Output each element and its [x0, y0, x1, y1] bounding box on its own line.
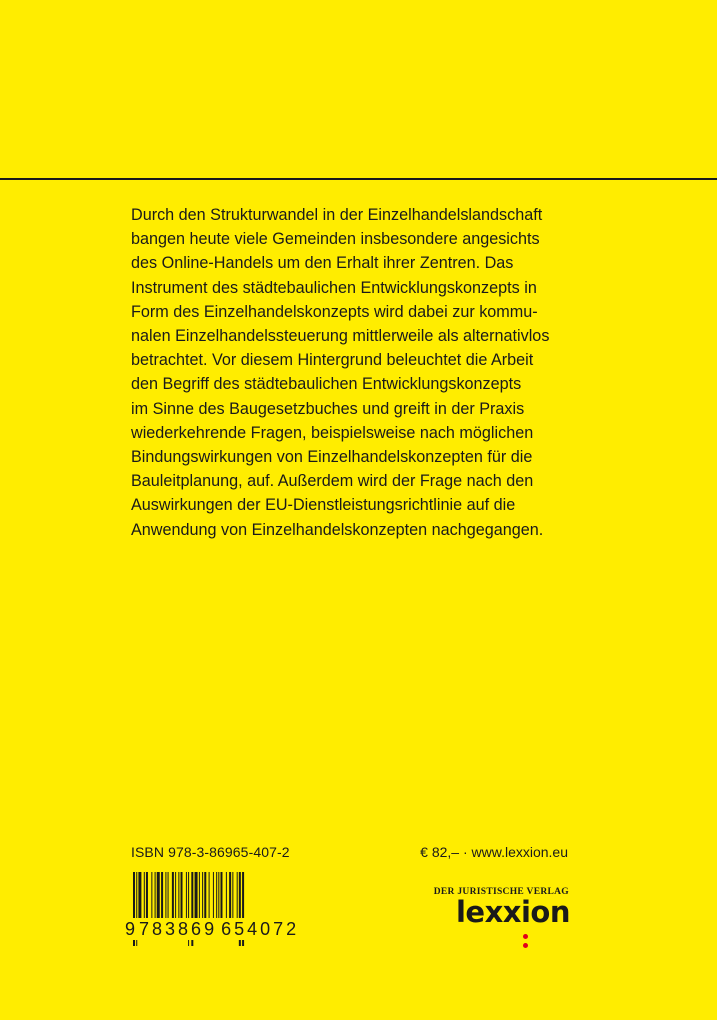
blurb-line: den Begriff des städtebaulichen Entwicklungskonzepts: [131, 375, 522, 394]
blurb-line: Anwendung von Einzelhandelskonzepten nachgegangen.: [131, 520, 544, 539]
blurb-line: Instrument des städtebaulichen Entwicklungskonzepts in: [131, 278, 537, 297]
blurb-line: Form des Einzelhandelskonzepts wird dabei zur kommu-: [131, 302, 538, 321]
publisher-logo: lexxion: [455, 895, 570, 929]
barcode-icon: [123, 870, 295, 948]
barcode-digit-first: 9: [125, 919, 136, 939]
barcode-digits-left: 783869: [139, 919, 218, 939]
horizontal-rule: [0, 178, 717, 180]
blurb-line: betrachtet. Vor diesem Hintergrund beleuchtet die Arbeit: [131, 351, 534, 370]
price-and-website: € 82,– · www.lexxion.eu: [420, 844, 568, 860]
blurb-line: nalen Einzelhandelssteuerung mittlerweile als alternativlos: [131, 327, 550, 346]
publisher-tagline: DER JURISTISCHE VERLAG: [433, 887, 569, 897]
blurb-line: Bindungswirkungen von Einzelhandelskonzepten für die: [131, 448, 533, 467]
blurb-line: des Online-Handels um den Erhalt ihrer Zentren. Das: [131, 254, 514, 273]
back-cover-blurb: [131, 203, 569, 542]
isbn-label: ISBN 978-3-86965-407-2: [131, 844, 290, 860]
blurb-line: Durch den Strukturwandel in der Einzelhandelslandschaft: [131, 206, 543, 224]
blurb-line: bangen heute viele Gemeinden insbesondere angesichts: [131, 230, 540, 249]
blurb-line: Auswirkungen der EU-Dienstleistungsrichtlinie auf die: [131, 496, 516, 515]
blurb-line: Bauleitplanung, auf. Außerdem wird der Frage nach den: [131, 472, 534, 491]
logo-dots-icon: [523, 934, 529, 954]
blurb-line: im Sinne des Baugesetzbuches und greift in der Praxis: [131, 399, 525, 418]
barcode-digits-right: 654072: [221, 919, 300, 939]
blurb-line: wiederkehrende Fragen, beispielsweise nach möglichen: [131, 423, 534, 442]
